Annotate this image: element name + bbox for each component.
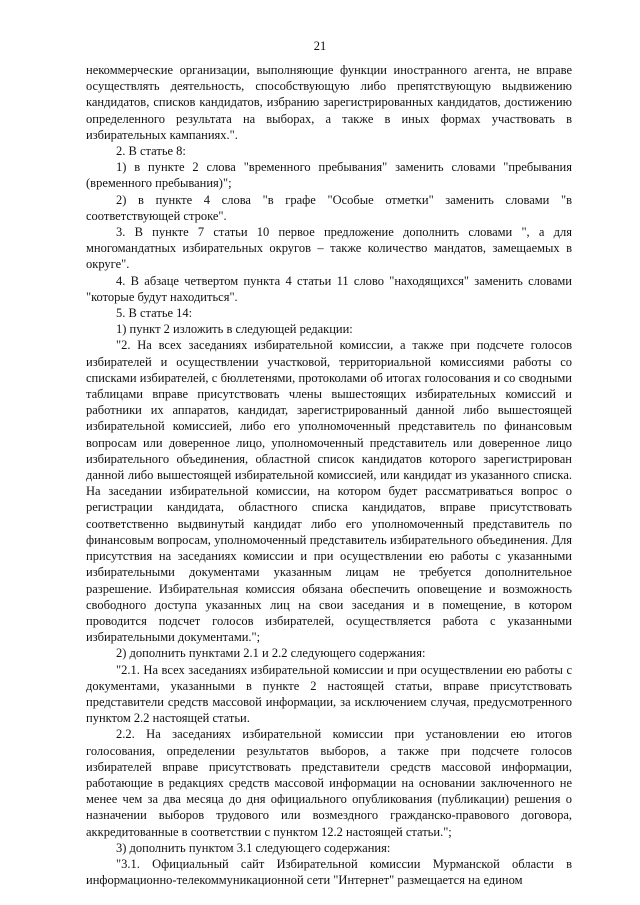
paragraph: 1) пункт 2 изложить в следующей редакции:	[116, 322, 353, 337]
paragraph: 3) дополнить пунктом 3.1 следующего содержания:	[116, 840, 391, 855]
page-number: 21	[313, 39, 327, 53]
paragraph: 5. В статье 14:	[116, 306, 193, 321]
paragraph: 2) дополнить пунктами 2.1 и 2.2 следующего содержания:	[116, 646, 426, 661]
paragraph: 4. В абзаце четвертом пункта 4 статьи 11 слово "находящихся" заменить словами "которые будут находиться".	[86, 273, 572, 304]
paragraph: "3.1. Официальный сайт Избирательной комиссии Мурманской области в информационно-телекоммуникационной сети "Интернет" размещается на едином	[86, 856, 572, 888]
paragraph: 3. В пункте 7 статьи 10 первое предложение дополнить словами ", а для многомандатных избирательных округов – также количество мандатов, замещаемых в округе".	[86, 225, 572, 272]
document-body	[86, 62, 572, 888]
paragraph: 2) в пункте 4 слова "в графе "Особые отметки" заменить словами "в соответствующей строке".	[86, 192, 572, 223]
paragraph: "2. На всех заседаниях избирательной комиссии, а также при подсчете голосов избирателей и осуществлении участковой, территориальной комиссиями работы со списками избирателей, с бюллетенями, протоколами об итогах голосования и со сводными таблицами вправе присутствовать члены вышестоящих избирательных комиссий и работники их аппаратов, кандидат, зарегистрированный данной либо вышестоящей избирательной комиссией, либо его уполномоченный представитель по финансовым вопросам или доверенное лицо, уполномоченный представитель или доверенное лицо избирательного объединения, областной список кандидатов которого зарегистрирован данной либо вышестоящей избирательной комиссией, или кандидат из указанного списка. На заседании избирательной комиссии, на котором будет рассматриваться вопрос о регистрации кандидата, областного списка кандидатов, вправе присутствовать соответственно выдвинутый кандидат либо его уполномоченный представитель по финансовым вопросам, уполномоченный представитель избирательного объединения. Для присутствия на заседаниях комиссии и при осуществлении ею работы с указанными избирательными документами указанным лицам не требуется дополнительное разрешение. Избирательная комиссия обязана обеспечить оповещение и возможность свободного доступа указанных лиц на свои заседания и в помещение, в котором проводится подсчет голосов избирателей, осуществляется работа с указанными избирательными документами.";	[86, 338, 572, 645]
paragraph: 1) в пункте 2 слова "временного пребывания" заменить словами "пребывания (временного пребывания)";	[86, 160, 572, 191]
paragraph: "2.1. На всех заседаниях избирательной комиссии и при осуществлении ею работы с документами, указанными в пункте 2 настоящей статьи, вправе присутствовать представители средств массовой информации, за исключением случая, предусмотренного пунктом 2.2 настоящей статьи.	[86, 662, 572, 726]
paragraph: 2. В статье 8:	[116, 144, 186, 159]
paragraph: некоммерческие организации, выполняющие функции иностранного агента, не вправе осуществлять деятельность, способствующую либо препятствующую выдвижению кандидатов, списков кандидатов, избранию зарегистрированных кандидатов, достижению определенного результата на выборах, а также в иных формах участвовать в избирательных кампаниях.".	[86, 63, 572, 142]
paragraph: 2.2. На заседаниях избирательной комиссии при установлении ею итогов голосования, определении результатов выборов, а также при подсчете голосов избирателей вправе присутствовать представители средств массовой информации, работающие в редакциях средств массовой информации на основании заключенного не менее чем за два месяца до дня официального опубликования (публикации) решения о назначении выборов трудового или возмездного гражданско-правового договора, аккредитованные в соответствии с пунктом 12.2 настоящей статьи.";	[86, 727, 572, 839]
